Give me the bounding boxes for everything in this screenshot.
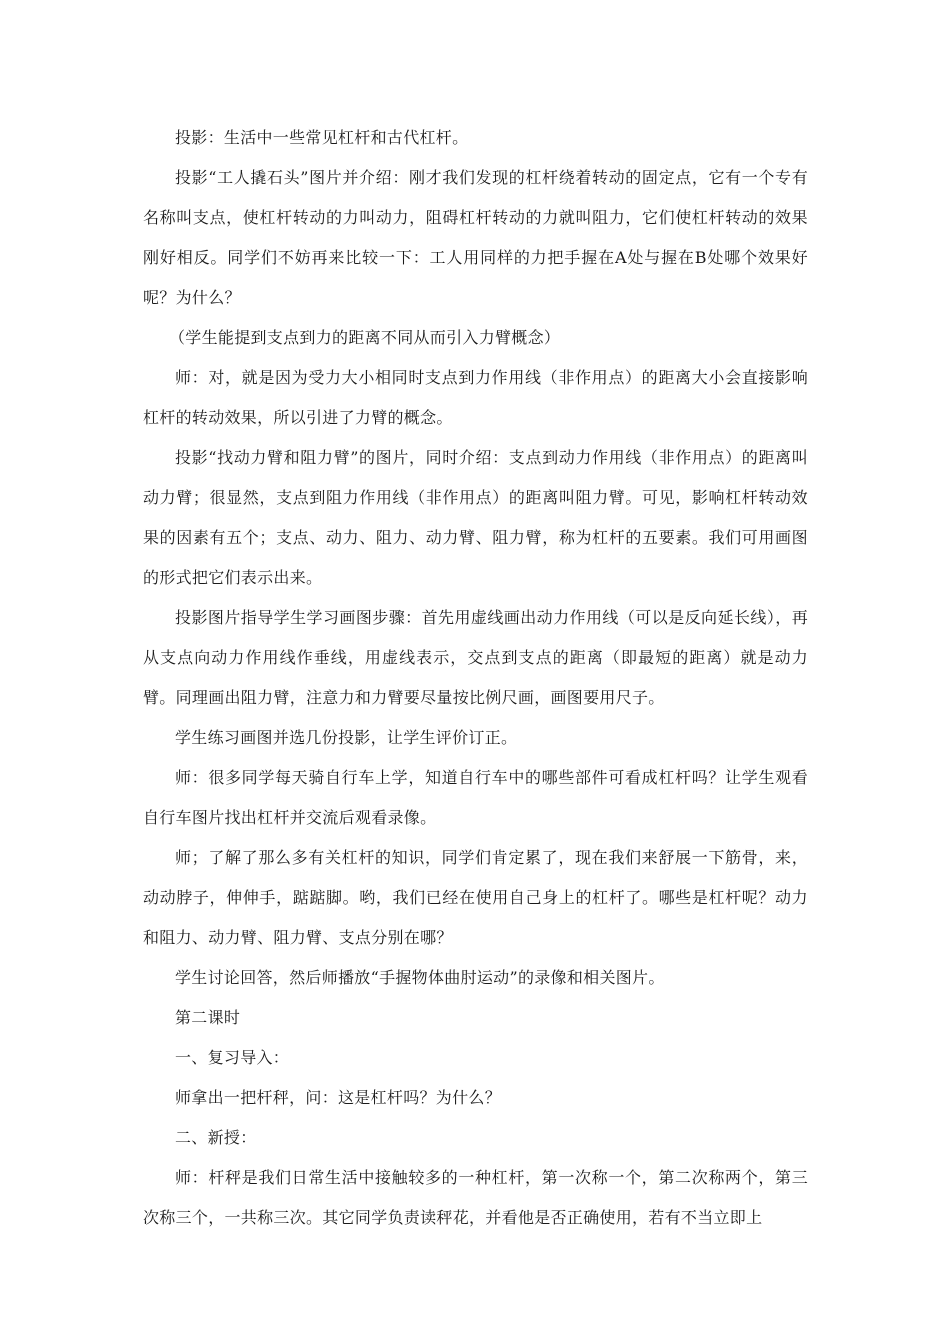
- paragraph-student-practice: 学生练习画图并选几份投影，让学生评价订正。: [175, 728, 518, 747]
- heading-second-lesson: 第二课时: [175, 1008, 241, 1027]
- paragraph-drawing-steps: 投影图片指导学生学习画图步骤：首先用虚线画出动力作用线（可以是反向延长线），再从支点向动力作用线作垂线，用虚线表示，交点到支点的距离（即最短的距离）就是动力臂。同理画出阻力臂，注意力和力臂要尽量按比例尺画，画图要用尺子。: [143, 608, 808, 707]
- paragraph-worker-prying-stone: 投影“工人撬石头”图片并介绍：刚才我们发现的杠杆绕着转动的固定点，它有一个专有名称叫支点，使杠杆转动的力叫动力，阻碍杠杆转动的力就叫阻力，它们使杠杆转动的效果刚好相反。同学们不妨再来比较一下：工人用同样的力把手握在A处与握在B处哪个效果好呢？为什么？: [143, 168, 808, 307]
- paragraph-find-arms: 投影“找动力臂和阻力臂”的图片，同时介绍：支点到动力作用线（非作用点）的距离叫动力臂；很显然，支点到阻力作用线（非作用点）的距离叫阻力臂。可见，影响杠杆转动效果的因素有五个；支点、动力、阻力、动力臂、阻力臂，称为杠杆的五要素。我们可用画图的形式把它们表示出来。: [143, 448, 808, 587]
- paragraph-steelyard-question: 师拿出一把杆秤，问：这是杠杆吗？为什么？: [175, 1088, 502, 1107]
- document-body: [143, 118, 808, 1238]
- paragraph-body-levers: 师；了解了那么多有关杠杆的知识，同学们肯定累了，现在我们来舒展一下筋骨，来，动动脖子，伸伸手，踮踮脚。哟，我们已经在使用自己身上的杠杆了。哪些是杠杆呢？动力和阻力、动力臂、阻力臂、支点分别在哪？: [143, 848, 808, 947]
- heading-new-lesson: 二、新授：: [175, 1128, 257, 1147]
- paragraph-discussion: 学生讨论回答，然后师播放“手握物体曲肘运动”的录像和相关图片。: [175, 968, 665, 987]
- paragraph-projection-levers: 投影：生活中一些常见杠杆和古代杠杆。: [175, 128, 469, 147]
- heading-review: 一、复习导入：: [175, 1048, 290, 1067]
- paragraph-bicycle: 师：很多同学每天骑自行车上学，知道自行车中的哪些部件可看成杠杆吗？让学生观看自行车图片找出杠杆并交流后观看录像。: [143, 768, 808, 827]
- paragraph-student-note: （学生能提到支点到力的距离不同从而引入力臂概念）: [169, 328, 561, 347]
- paragraph-steelyard-weighing: 师：杆秤是我们日常生活中接触较多的一种杠杆，第一次称一个，第二次称两个，第三次称三个，一共称三次。其它同学负责读秤花，并看他是否正确使用，若有不当立即上: [143, 1168, 808, 1227]
- paragraph-teacher-lever-arm: 师：对，就是因为受力大小相同时支点到力作用线（非作用点）的距离大小会直接影响杠杆的转动效果，所以引进了力臂的概念。: [143, 368, 808, 427]
